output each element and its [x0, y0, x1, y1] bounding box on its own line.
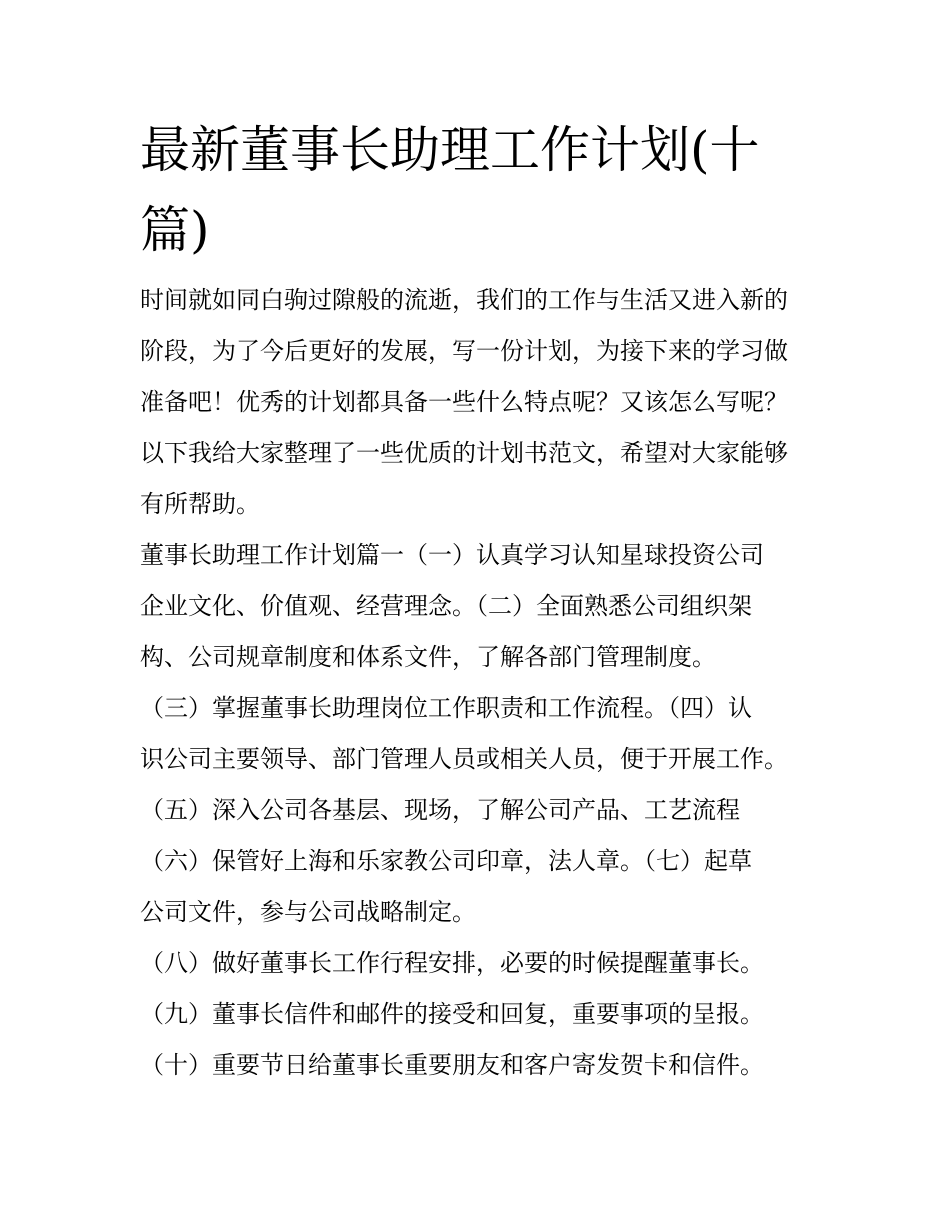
- items-six-seven-paragraph: （六）保管好上海和乐家教公司印章，法人章。（七）起草 公司文件，参与公司战略制定。: [140, 847, 752, 926]
- section-one-paragraph: 董事长助理工作计划篇一（一）认真学习认知星球投资公司 企业文化、价值观、经营理念。（二）全面熟悉公司组织架 构、公司规章制度和体系文件，了解各部门管理制度。: [140, 541, 764, 671]
- document-body: [140, 275, 820, 1091]
- item-nine-paragraph: （九）董事长信件和邮件的接受和回复，重要事项的呈报。: [140, 1000, 764, 1028]
- item-eight-paragraph: （八）做好董事长工作行程安排，必要的时候提醒董事长。: [140, 949, 764, 977]
- intro-paragraph: 时间就如同白驹过隙般的流逝，我们的工作与生活又进入新的 阶段，为了今后更好的发展，写一份计划，为接下来的学习做 准备吧！优秀的计划都具备一些什么特点呢？又该怎么写呢？ 以下我给大家整理了一些优质的计划书范文，希望对大家能够 有所帮助。: [140, 286, 788, 518]
- item-five-paragraph: （五）深入公司各基层、现场，了解公司产品、工艺流程: [140, 796, 740, 824]
- items-three-four-paragraph: （三）掌握董事长助理岗位工作职责和工作流程。（四）认 识公司主要领导、部门管理人员或相关人员，便于开展工作。: [140, 694, 788, 773]
- item-ten-paragraph: （十）重要节日给董事长重要朋友和客户寄发贺卡和信件。: [140, 1051, 764, 1079]
- page-title: 最新董事长助理工作计划(十 篇): [140, 121, 760, 259]
